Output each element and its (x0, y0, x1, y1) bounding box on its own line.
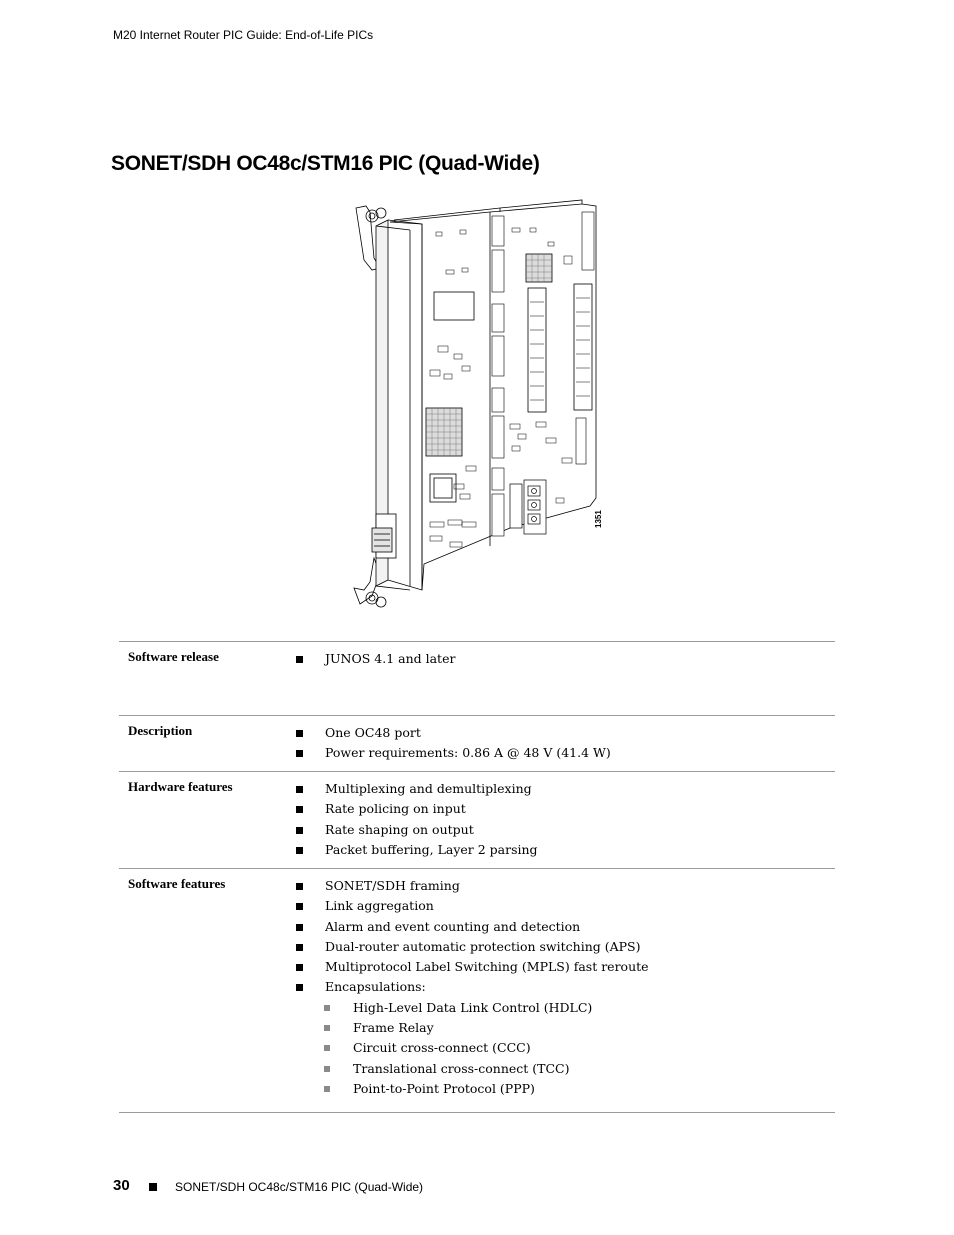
table-row (119, 716, 835, 772)
sub-list-item: High-Level Data Link Control (HDLC) (119, 998, 649, 1018)
sub-list-item: Point-to-Point Protocol (PPP) (119, 1079, 649, 1099)
list-item: Link aggregation (119, 896, 649, 916)
row-items (119, 642, 455, 669)
row-label: Description (128, 723, 193, 738)
table-row (119, 772, 835, 869)
list-item: Rate shaping on output (119, 820, 538, 840)
running-header: M20 Internet Router PIC Guide: End-of-Life PICs (113, 28, 374, 42)
table-row (119, 642, 835, 716)
page-number: 30 (113, 1177, 130, 1194)
list-item: Encapsulations: (119, 977, 649, 997)
row-items (119, 869, 649, 1099)
sub-list-item: Frame Relay (119, 1018, 649, 1038)
pic-illustration (350, 198, 610, 610)
figure-id-label: 1351 (594, 510, 603, 528)
sub-list-item: Circuit cross-connect (CCC) (119, 1038, 649, 1058)
spec-table (119, 641, 835, 1113)
list-item: One OC48 port (119, 723, 611, 743)
list-item: Multiplexing and demultiplexing (119, 779, 538, 799)
row-items (119, 716, 611, 764)
table-row (119, 869, 835, 1113)
list-item: SONET/SDH framing (119, 876, 649, 896)
footer-bullet (149, 1183, 157, 1191)
list-item: Alarm and event counting and detection (119, 917, 649, 937)
list-item: Dual-router automatic protection switching (APS) (119, 937, 649, 957)
row-label: Software release (128, 649, 219, 664)
list-item: Multiprotocol Label Switching (MPLS) fast reroute (119, 957, 649, 977)
list-item: Power requirements: 0.86 A @ 48 V (41.4 W) (119, 743, 611, 763)
row-label: Hardware features (128, 779, 233, 794)
footer-title: SONET/SDH OC48c/STM16 PIC (Quad-Wide) (175, 1180, 424, 1194)
page-title: SONET/SDH OC48c/STM16 PIC (Quad-Wide) (111, 152, 540, 175)
list-item: JUNOS 4.1 and later (119, 649, 455, 669)
list-item: Rate policing on input (119, 799, 538, 819)
list-item: Packet buffering, Layer 2 parsing (119, 840, 538, 860)
sub-list-item: Translational cross-connect (TCC) (119, 1059, 649, 1079)
row-items (119, 772, 538, 860)
row-label: Software features (128, 876, 226, 891)
